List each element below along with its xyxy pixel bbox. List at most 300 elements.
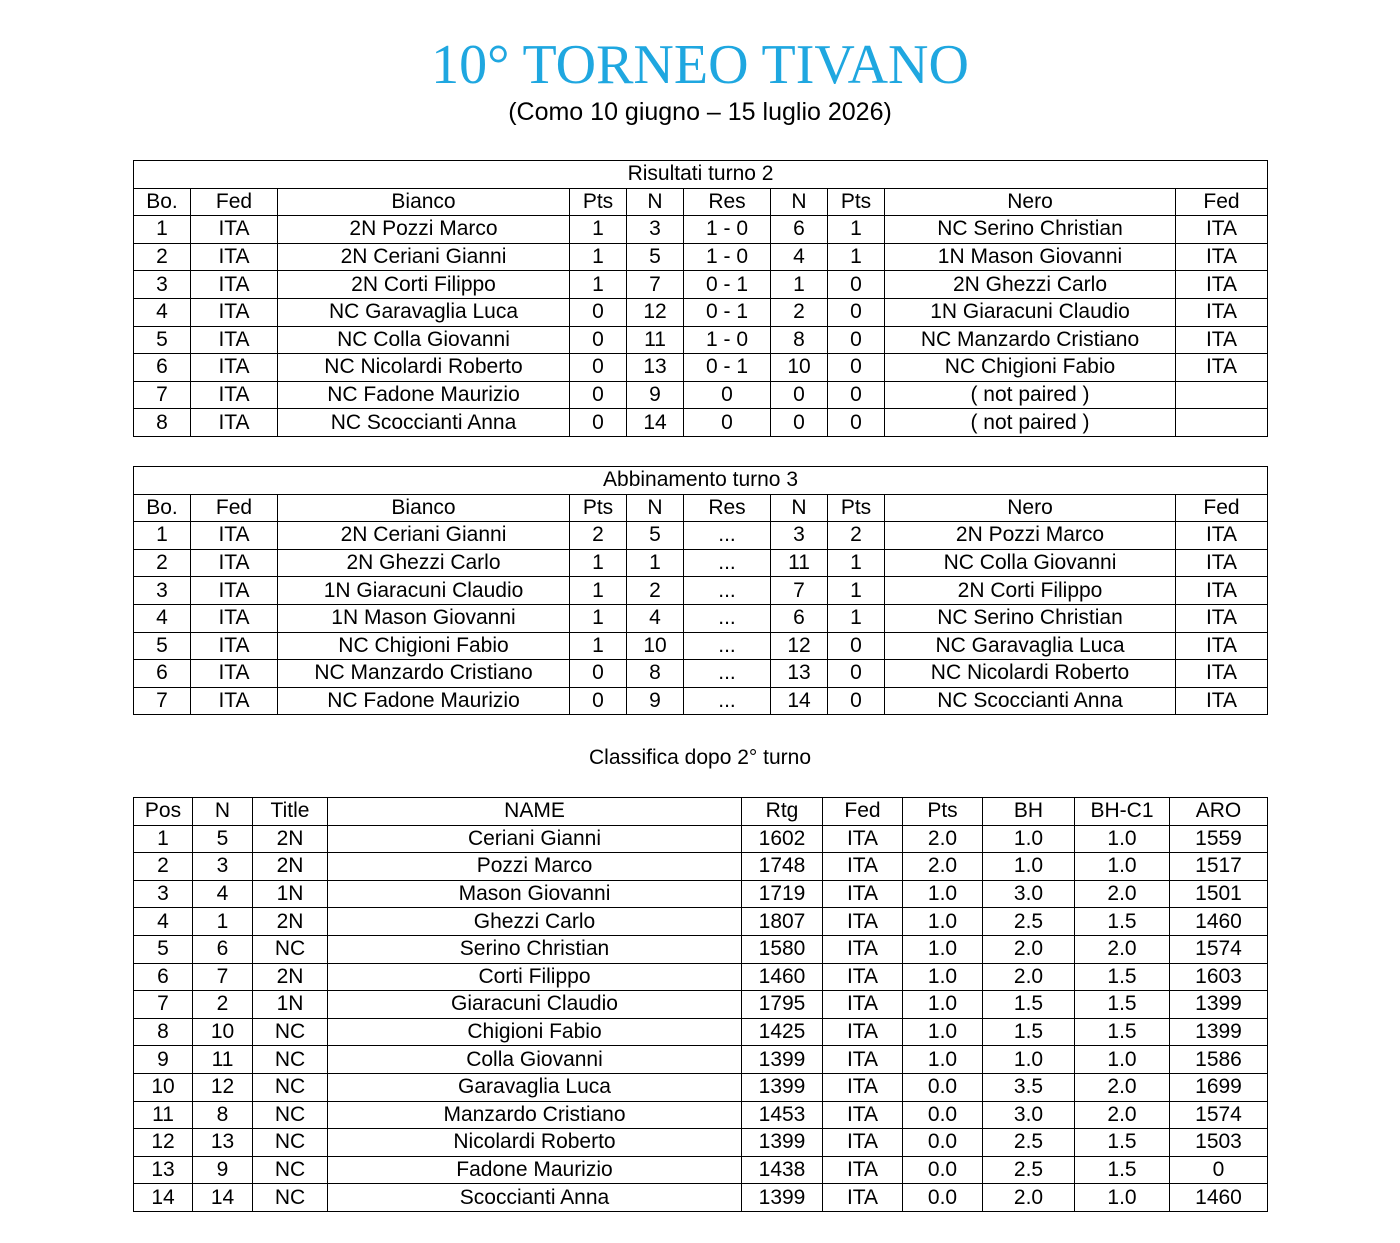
table-cell: 1N Mason Giovanni <box>885 243 1176 271</box>
table-cell: 1N <box>253 880 328 908</box>
table-cell: NC Chigioni Fabio <box>278 632 570 660</box>
table-cell: 0 <box>828 354 885 382</box>
table-cell: 12 <box>193 1073 253 1101</box>
table-row <box>134 326 1268 354</box>
column-header: N <box>771 494 828 522</box>
table-cell: 0.0 <box>903 1073 983 1101</box>
standings-heading: Classifica dopo 2° turno <box>588 746 812 769</box>
table-cell: 2.0 <box>903 825 983 853</box>
table-cell: 1501 <box>1170 880 1268 908</box>
table-cell: 0 - 1 <box>684 271 771 299</box>
table-cell: 2N <box>253 853 328 881</box>
table-cell: NC Colla Giovanni <box>278 326 570 354</box>
table-cell: 1.5 <box>1075 1018 1170 1046</box>
table-cell: 6 <box>771 216 828 244</box>
table-cell: 0 <box>828 632 885 660</box>
table-cell: NC Manzardo Cristiano <box>885 326 1176 354</box>
table-cell: 10 <box>627 632 684 660</box>
table-cell: ITA <box>1176 687 1268 715</box>
table-cell: NC Colla Giovanni <box>885 549 1176 577</box>
table-cell: ITA <box>823 1073 903 1101</box>
table-row <box>134 991 1268 1019</box>
table-cell: 1438 <box>742 1156 823 1184</box>
table-cell: ITA <box>823 1156 903 1184</box>
table-cell: ITA <box>1176 522 1268 550</box>
table-cell: 0 <box>828 381 885 409</box>
table-row <box>134 522 1268 550</box>
table-cell: 0.0 <box>903 1101 983 1129</box>
table-cell: 0 <box>828 326 885 354</box>
column-header: Fed <box>823 798 903 826</box>
table-cell: NC <box>253 1184 328 1212</box>
column-header: N <box>627 188 684 216</box>
table-cell: NC <box>253 935 328 963</box>
table-cell: 1N Mason Giovanni <box>278 604 570 632</box>
table-cell: 8 <box>627 660 684 688</box>
table-cell: ITA <box>823 963 903 991</box>
table-cell: 1.0 <box>983 853 1075 881</box>
column-header: Res <box>684 188 771 216</box>
table-cell: 1.5 <box>1075 908 1170 936</box>
table-cell: NC <box>253 1129 328 1157</box>
table-cell: 7 <box>134 381 191 409</box>
table-cell: 7 <box>193 963 253 991</box>
table-cell: 1.0 <box>903 1018 983 1046</box>
table-cell: ... <box>684 604 771 632</box>
table-cell: NC Serino Christian <box>885 604 1176 632</box>
table-cell: 12 <box>134 1129 193 1157</box>
table-cell: 9 <box>193 1156 253 1184</box>
table-cell: 2 <box>627 577 684 605</box>
table-cell: 1.5 <box>983 1018 1075 1046</box>
table-cell: 0 - 1 <box>684 298 771 326</box>
table-cell: ITA <box>1176 326 1268 354</box>
table-cell: ITA <box>823 908 903 936</box>
table-cell: 2N Pozzi Marco <box>278 216 570 244</box>
table-cell: 13 <box>627 354 684 382</box>
column-header: Fed <box>1176 494 1268 522</box>
table-cell: 1 <box>134 522 191 550</box>
table-cell: 2.5 <box>983 1129 1075 1157</box>
table-cell: 9 <box>627 381 684 409</box>
table-cell: 14 <box>627 409 684 437</box>
table-cell: ... <box>684 660 771 688</box>
table-cell: ITA <box>823 1184 903 1212</box>
table-cell: ... <box>684 687 771 715</box>
table-cell: NC Scoccianti Anna <box>278 409 570 437</box>
table-cell: 1602 <box>742 825 823 853</box>
standings-table <box>133 797 1268 1212</box>
table-cell: 13 <box>771 660 828 688</box>
table-row <box>134 1101 1268 1129</box>
table-cell: NC Garavaglia Luca <box>278 298 570 326</box>
column-header: Fed <box>191 494 278 522</box>
table-cell: NC Fadone Maurizio <box>278 687 570 715</box>
table-cell: 1N <box>253 991 328 1019</box>
table-cell: Nicolardi Roberto <box>328 1129 742 1157</box>
table-cell: 1559 <box>1170 825 1268 853</box>
table-cell: 7 <box>771 577 828 605</box>
column-header: Pts <box>570 494 627 522</box>
table-cell: ITA <box>191 577 278 605</box>
table-cell: Colla Giovanni <box>328 1046 742 1074</box>
table-cell: ITA <box>1176 660 1268 688</box>
table-cell: 5 <box>193 825 253 853</box>
column-header: Pts <box>828 188 885 216</box>
table-cell: ITA <box>191 326 278 354</box>
table-cell: 1 - 0 <box>684 243 771 271</box>
table-row <box>134 1129 1268 1157</box>
table-row <box>134 880 1268 908</box>
table-cell: ( not paired ) <box>885 409 1176 437</box>
table-row <box>134 271 1268 299</box>
table-cell: ITA <box>191 354 278 382</box>
table-cell: 1 - 0 <box>684 216 771 244</box>
table-cell: 11 <box>627 326 684 354</box>
table-cell: 1807 <box>742 908 823 936</box>
column-header: Fed <box>191 188 278 216</box>
table-cell: 1.5 <box>1075 991 1170 1019</box>
table-cell: ITA <box>191 298 278 326</box>
table-row <box>134 660 1268 688</box>
table-cell: 1 <box>570 604 627 632</box>
table-cell: 2 <box>134 243 191 271</box>
table-cell: 7 <box>134 687 191 715</box>
table-cell: ITA <box>191 271 278 299</box>
table-cell: 1574 <box>1170 1101 1268 1129</box>
table-cell: 1 <box>828 577 885 605</box>
table-cell: 1.0 <box>903 880 983 908</box>
table-cell: 2.0 <box>1075 935 1170 963</box>
table-cell: ITA <box>1176 216 1268 244</box>
table-cell: 1 <box>570 549 627 577</box>
table-cell: 1 <box>771 271 828 299</box>
table-cell: 1 <box>193 908 253 936</box>
table-cell: Scoccianti Anna <box>328 1184 742 1212</box>
table-cell: Ceriani Gianni <box>328 825 742 853</box>
table-cell: 11 <box>771 549 828 577</box>
table-cell: 4 <box>627 604 684 632</box>
table-row <box>134 381 1268 409</box>
column-header: Pts <box>903 798 983 826</box>
table-row <box>134 216 1268 244</box>
table-cell: 6 <box>134 963 193 991</box>
table-cell: 2N Ceriani Gianni <box>278 243 570 271</box>
column-header: Bianco <box>278 494 570 522</box>
table-cell: 2.0 <box>983 963 1075 991</box>
pairings-body <box>134 522 1268 715</box>
table-cell: 6 <box>134 354 191 382</box>
table-row <box>134 577 1268 605</box>
table-cell: 2N <box>253 825 328 853</box>
table-cell: 1748 <box>742 853 823 881</box>
table-cell: ITA <box>1176 604 1268 632</box>
table-cell: 1.0 <box>1075 825 1170 853</box>
table-cell: NC Nicolardi Roberto <box>885 660 1176 688</box>
table-cell: 7 <box>134 991 193 1019</box>
table-cell: 0 <box>828 687 885 715</box>
table-cell: ITA <box>191 216 278 244</box>
table-cell: 11 <box>193 1046 253 1074</box>
table-cell: Corti Filippo <box>328 963 742 991</box>
table-cell: Chigioni Fabio <box>328 1018 742 1046</box>
table-cell: 2 <box>771 298 828 326</box>
table-cell: NC <box>253 1018 328 1046</box>
table-cell: 5 <box>134 935 193 963</box>
table-cell: 1399 <box>742 1046 823 1074</box>
table-cell: 12 <box>627 298 684 326</box>
results-header-row <box>134 188 1268 216</box>
table-cell: 6 <box>134 660 191 688</box>
table-row <box>134 549 1268 577</box>
table-cell: 1 <box>627 549 684 577</box>
table-cell: 0 <box>828 660 885 688</box>
table-cell: 1.0 <box>983 1046 1075 1074</box>
table-cell: ITA <box>191 660 278 688</box>
table-cell: ITA <box>191 409 278 437</box>
table-cell: 6 <box>193 935 253 963</box>
table-cell: ITA <box>823 1018 903 1046</box>
table-cell: 1399 <box>742 1184 823 1212</box>
results-table <box>133 160 1268 437</box>
table-row <box>134 604 1268 632</box>
table-cell: 2 <box>134 853 193 881</box>
table-cell: NC <box>253 1101 328 1129</box>
table-cell: 1.0 <box>1075 1184 1170 1212</box>
pairings-caption: Abbinamento turno 3 <box>134 467 1268 495</box>
table-cell: ... <box>684 632 771 660</box>
table-row <box>134 963 1268 991</box>
table-cell: 0.0 <box>903 1184 983 1212</box>
table-cell: 1 <box>828 216 885 244</box>
table-cell: 3 <box>134 880 193 908</box>
results-body <box>134 216 1268 437</box>
pairings-table <box>133 466 1268 715</box>
table-cell: 1 <box>828 549 885 577</box>
column-header: Pos <box>134 798 193 826</box>
table-cell: ITA <box>823 853 903 881</box>
table-cell: Garavaglia Luca <box>328 1073 742 1101</box>
table-cell: 2N <box>253 963 328 991</box>
table-cell: 0 <box>684 381 771 409</box>
table-cell: 1 <box>134 825 193 853</box>
table-cell: 1719 <box>742 880 823 908</box>
table-cell: ITA <box>1176 354 1268 382</box>
table-cell: 1 <box>570 577 627 605</box>
table-cell: ITA <box>1176 298 1268 326</box>
table-cell: 2 <box>570 522 627 550</box>
table-cell: 13 <box>193 1129 253 1157</box>
table-cell: 0 <box>828 298 885 326</box>
table-cell: 0 <box>570 660 627 688</box>
table-cell: 2.0 <box>983 1184 1075 1212</box>
table-cell: Mason Giovanni <box>328 880 742 908</box>
table-cell: 5 <box>627 522 684 550</box>
table-row <box>134 632 1268 660</box>
column-header: NAME <box>328 798 742 826</box>
column-header: Rtg <box>742 798 823 826</box>
table-cell: 1399 <box>1170 1018 1268 1046</box>
table-row <box>134 354 1268 382</box>
table-row <box>134 409 1268 437</box>
table-cell: 0 <box>684 409 771 437</box>
table-cell: 5 <box>627 243 684 271</box>
document-subtitle: (Como 10 giugno – 15 luglio 2026) <box>508 98 892 126</box>
table-cell: 1.5 <box>1075 1156 1170 1184</box>
table-cell: 1699 <box>1170 1073 1268 1101</box>
column-header: Bo. <box>134 494 191 522</box>
table-cell: 1.0 <box>1075 853 1170 881</box>
table-cell: 1399 <box>742 1073 823 1101</box>
table-cell: ITA <box>1176 243 1268 271</box>
column-header: Pts <box>570 188 627 216</box>
table-cell: 0 <box>1170 1156 1268 1184</box>
table-cell: 1603 <box>1170 963 1268 991</box>
table-cell: NC Scoccianti Anna <box>885 687 1176 715</box>
table-cell: 4 <box>134 298 191 326</box>
table-cell: 2.0 <box>903 853 983 881</box>
column-header: Fed <box>1176 188 1268 216</box>
table-cell: 14 <box>771 687 828 715</box>
table-cell: 7 <box>627 271 684 299</box>
table-cell: 0 <box>771 381 828 409</box>
table-cell: 1 <box>134 216 191 244</box>
table-cell: 1.0 <box>1075 1046 1170 1074</box>
table-cell: 1.0 <box>903 1046 983 1074</box>
table-cell: 1453 <box>742 1101 823 1129</box>
table-cell: ITA <box>191 522 278 550</box>
table-cell: 1 - 0 <box>684 326 771 354</box>
column-header: Bo. <box>134 188 191 216</box>
table-cell: 0 <box>771 409 828 437</box>
table-cell: NC Nicolardi Roberto <box>278 354 570 382</box>
table-cell: 10 <box>193 1018 253 1046</box>
table-cell: 2N Pozzi Marco <box>885 522 1176 550</box>
column-header: Bianco <box>278 188 570 216</box>
table-cell <box>1176 381 1268 409</box>
table-cell: 2.0 <box>983 935 1075 963</box>
table-cell: ( not paired ) <box>885 381 1176 409</box>
table-cell: 4 <box>193 880 253 908</box>
table-row <box>134 1156 1268 1184</box>
table-cell: 2.0 <box>1075 880 1170 908</box>
table-cell: 1 <box>828 243 885 271</box>
table-cell: 1399 <box>742 1129 823 1157</box>
table-cell: 2N Corti Filippo <box>885 577 1176 605</box>
table-cell: 2.0 <box>1075 1101 1170 1129</box>
table-cell: 8 <box>771 326 828 354</box>
table-cell: 1 <box>570 216 627 244</box>
table-cell: 6 <box>771 604 828 632</box>
table-cell: 2 <box>193 991 253 1019</box>
table-cell: 1425 <box>742 1018 823 1046</box>
table-cell: 0 - 1 <box>684 354 771 382</box>
table-cell: ITA <box>823 880 903 908</box>
table-cell: 2.0 <box>1075 1073 1170 1101</box>
table-cell: 3 <box>771 522 828 550</box>
table-cell: 0 <box>570 354 627 382</box>
table-cell: 1 <box>570 243 627 271</box>
table-row <box>134 1184 1268 1212</box>
table-cell: Manzardo Cristiano <box>328 1101 742 1129</box>
column-header: Nero <box>885 188 1176 216</box>
table-cell: 2N Ghezzi Carlo <box>278 549 570 577</box>
table-cell: ITA <box>823 1129 903 1157</box>
table-cell: 10 <box>771 354 828 382</box>
table-cell: 3 <box>134 271 191 299</box>
table-cell: 3.0 <box>983 1101 1075 1129</box>
table-cell: 1 <box>828 604 885 632</box>
table-cell: 1399 <box>1170 991 1268 1019</box>
table-cell: 3 <box>627 216 684 244</box>
table-row <box>134 1046 1268 1074</box>
table-cell: ITA <box>191 381 278 409</box>
table-cell: 0 <box>570 687 627 715</box>
table-cell: 0 <box>570 381 627 409</box>
table-cell: 8 <box>134 1018 193 1046</box>
table-cell: 3.0 <box>983 880 1075 908</box>
table-cell: ITA <box>191 632 278 660</box>
table-cell: 1 <box>570 632 627 660</box>
table-cell: Fadone Maurizio <box>328 1156 742 1184</box>
table-cell: Serino Christian <box>328 935 742 963</box>
table-cell: ITA <box>191 549 278 577</box>
table-row <box>134 853 1268 881</box>
table-cell: 1.0 <box>903 935 983 963</box>
table-cell: 1574 <box>1170 935 1268 963</box>
table-cell: Giaracuni Claudio <box>328 991 742 1019</box>
table-cell: 1580 <box>742 935 823 963</box>
table-cell: 1460 <box>742 963 823 991</box>
table-cell: 1795 <box>742 991 823 1019</box>
table-cell: 2N Ceriani Gianni <box>278 522 570 550</box>
table-cell: 12 <box>771 632 828 660</box>
table-cell: ITA <box>823 1101 903 1129</box>
table-cell: ITA <box>823 1046 903 1074</box>
table-cell: 4 <box>134 604 191 632</box>
table-cell: 1.5 <box>1075 963 1170 991</box>
pairings-header-row <box>134 494 1268 522</box>
table-cell: ... <box>684 522 771 550</box>
table-cell: 1517 <box>1170 853 1268 881</box>
table-cell: Pozzi Marco <box>328 853 742 881</box>
table-cell: 14 <box>193 1184 253 1212</box>
table-cell: ITA <box>823 825 903 853</box>
table-cell: ... <box>684 549 771 577</box>
table-cell: 11 <box>134 1101 193 1129</box>
column-header: Title <box>253 798 328 826</box>
table-cell: 4 <box>771 243 828 271</box>
table-cell: ITA <box>1176 577 1268 605</box>
column-header: ARO <box>1170 798 1268 826</box>
table-row <box>134 1018 1268 1046</box>
column-header: Pts <box>828 494 885 522</box>
table-cell: 1.5 <box>983 991 1075 1019</box>
table-cell: 0 <box>570 298 627 326</box>
document-title: 10° TORNEO TIVANO <box>431 34 969 96</box>
table-cell: NC <box>253 1046 328 1074</box>
table-cell: 9 <box>134 1046 193 1074</box>
standings-header-row <box>134 798 1268 826</box>
table-cell: 1460 <box>1170 908 1268 936</box>
table-cell: 2.5 <box>983 908 1075 936</box>
table-cell: 1.0 <box>903 963 983 991</box>
table-cell: ITA <box>823 935 903 963</box>
column-header: BH <box>983 798 1075 826</box>
table-cell: NC Garavaglia Luca <box>885 632 1176 660</box>
table-cell: 2 <box>134 549 191 577</box>
table-cell: 1N Giaracuni Claudio <box>278 577 570 605</box>
